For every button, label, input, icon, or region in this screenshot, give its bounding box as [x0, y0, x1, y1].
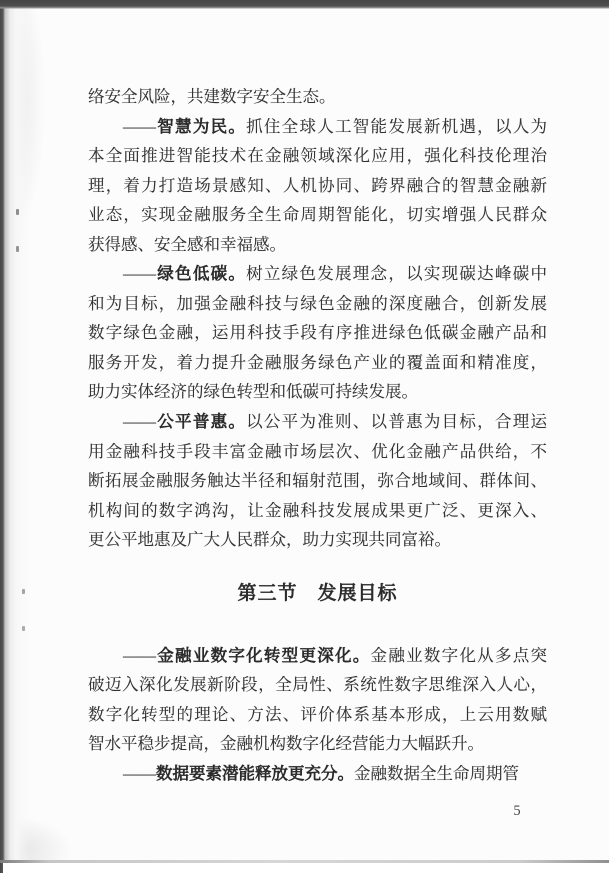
para-digital-line-4: 智水平稳步提高，金融机构数字化经营能力大幅跃升。 [88, 734, 484, 754]
em-dash: —— [123, 412, 156, 432]
para-green-line-5: 助力实体经济的绿色转型和低碳可持续发展。 [88, 382, 418, 402]
para-fair-first-rest: 以公平为准则、以普惠为目标，合理运 [246, 412, 548, 432]
para-data-lead: 数据要素潜能释放更充分。 [156, 763, 354, 783]
em-dash: —— [123, 116, 156, 136]
em-dash: —— [123, 264, 156, 284]
scan-edge-left [0, 0, 30, 873]
para-smart-first-rest: 抓住全球人工智能发展新机遇，以人为 [246, 116, 548, 136]
para-fair-lead: 公平普惠。 [156, 412, 247, 432]
para-fair-line-1 [88, 407, 547, 437]
para-green-line-2: 和为目标，加强金融科技与绿色金融的深度融合，创新发展 [88, 293, 547, 313]
para-digital-line-3: 数字化转型的理论、方法、评价体系基本形成，上云用数赋 [88, 704, 547, 724]
page-number: 5 [513, 803, 521, 819]
scan-artifact-speck [16, 209, 19, 215]
para-smart-lead: 智慧为民。 [156, 116, 247, 136]
para-data-line-1 [88, 759, 547, 789]
para-fair-line-5: 更公平地惠及广大人民群众，助力实现共同富裕。 [88, 530, 451, 550]
para-smart-line-2: 本全面推进智能技术在金融领域深化应用，强化科技伦理治 [88, 146, 547, 166]
para-data-first-rest: 金融数据全生命周期管 [354, 763, 519, 783]
scan-artifact-speck [22, 626, 25, 631]
scan-margin-below-page [3, 863, 609, 873]
para-digital-first-rest: 金融业数字化从多点突 [370, 645, 548, 665]
scan-edge-top [0, 0, 609, 9]
paragraph-tail-line: 络安全风险，共建数字安全生态。 [88, 87, 336, 106]
document-body [88, 82, 547, 788]
para-fair-line-2: 用金融科技手段丰富金融市场层次、优化金融产品供给，不 [88, 441, 547, 461]
para-smart-line-5: 获得感、安全感和幸福感。 [88, 234, 286, 254]
para-digital-lead: 金融业数字化转型更深化。 [156, 645, 371, 665]
para-smart-line-4: 业态，实现金融服务全生命周期智能化，切实增强人民群众 [88, 205, 547, 225]
scan-edge-bottom [0, 860, 609, 863]
scan-artifact-speck [22, 589, 25, 594]
para-smart-line-3: 理，着力打造场景感知、人机协同、跨界融合的智慧金融新 [88, 175, 547, 195]
em-dash: —— [123, 645, 156, 665]
para-smart-line-1 [88, 112, 547, 142]
para-fair-line-4: 机构间的数字鸿沟，让金融科技发展成果更广泛、更深入、 [88, 500, 547, 520]
para-green-line-1 [88, 259, 547, 289]
em-dash: —— [123, 763, 156, 783]
para-digital-line-2: 破迈入深化发展新阶段，全局性、系统性数字思维深入人心， [88, 675, 547, 695]
para-digital-line-1 [88, 641, 547, 671]
para-green-lead: 绿色低碳。 [156, 264, 247, 284]
scan-artifact-speck [16, 246, 19, 252]
section-heading: 第三节 发展目标 [237, 582, 398, 604]
para-green-line-4: 服务开发，着力提升金融服务绿色产业的覆盖面和精准度， [88, 352, 547, 372]
para-green-first-rest: 树立绿色发展理念，以实现碳达峰碳中 [246, 264, 548, 284]
para-green-line-3: 数字绿色金融，运用科技手段有序推进绿色低碳金融产品和 [88, 323, 547, 343]
para-fair-line-3: 断拓展金融服务触达半径和辐射范围，弥合地域间、群体间、 [88, 471, 547, 491]
